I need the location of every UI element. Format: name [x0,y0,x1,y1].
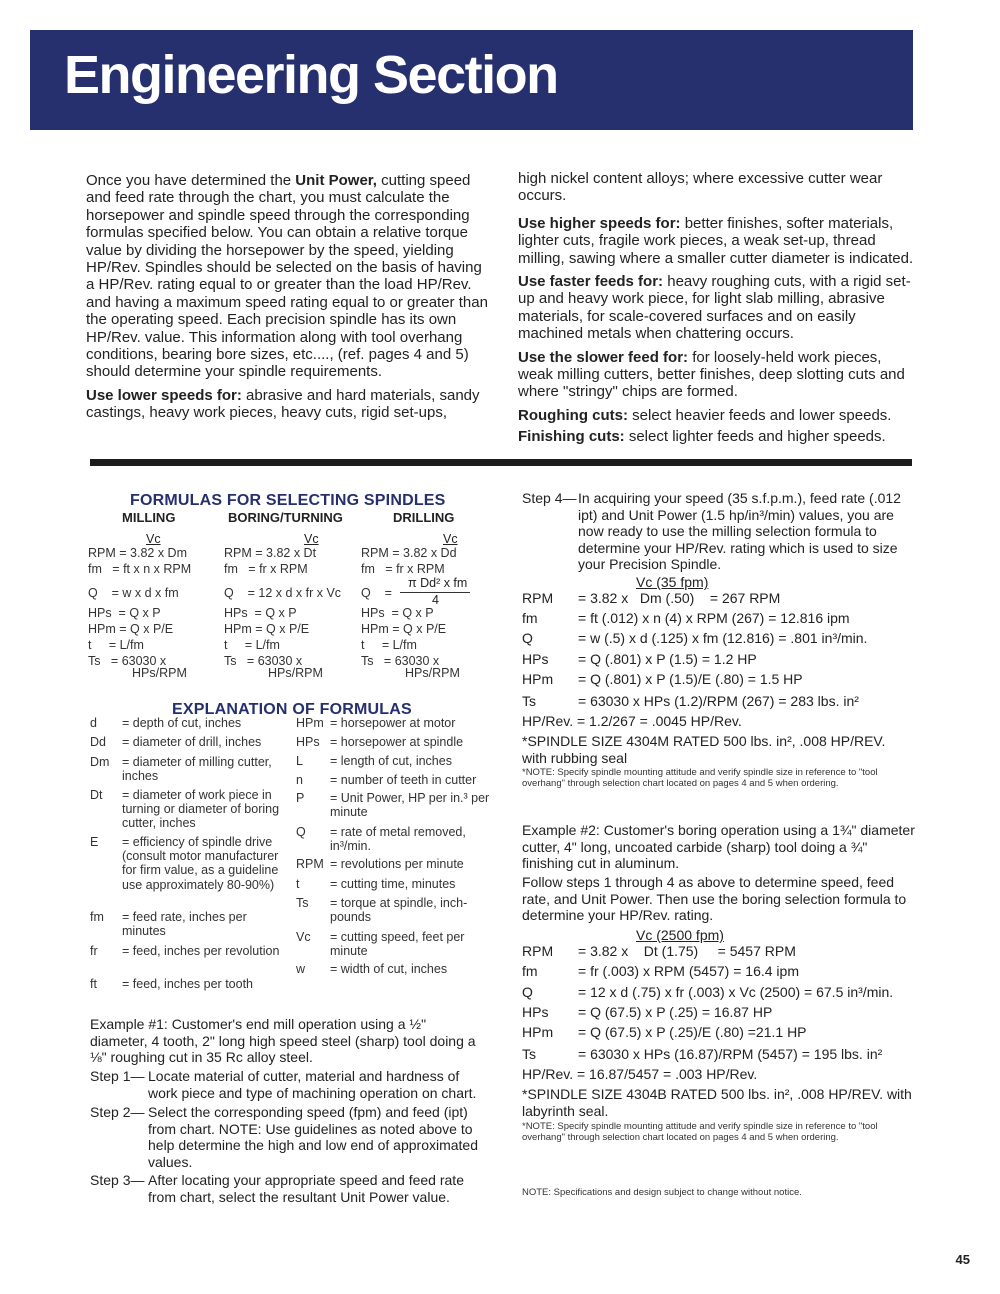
calc-symbol: HPs [522,651,549,667]
definition-symbol: P [296,791,305,805]
lower-speeds-paragraph: Use lower speeds for: abrasive and hard materials, sandy castings, heavy work pieces, heavy cuts, rigid set-ups, [86,386,480,422]
intro-right-column [518,170,918,452]
definition-text: = length of cut, inches [330,754,452,768]
drilling-header: DRILLING [393,510,455,525]
higher-speeds-paragraph: Use higher speeds for: better finishes, softer materials, lighter cuts, fragile work pieces, a weak set-up, thread milling, sawing where a smaller cutter diameter is indicated. [518,214,914,267]
boring-vc: Vc [304,532,319,546]
definition-symbol: Dd [90,735,106,749]
definition-text: = diameter of work piece in turning or diameter of boring cutter, inches [122,788,280,831]
definition-symbol: HPm [296,716,324,730]
calc-equation: = Q (67.5) x P (.25)/E (.80) =21.1 HP [578,1024,807,1040]
drilling-formula-line: Ts = 63030 x [361,654,440,668]
milling-formula-line: RPM = 3.82 x Dm [88,546,187,560]
boring-formula-line: Q = 12 x d x fr x Vc [224,586,342,600]
definition-symbol: w [296,962,306,976]
calc-equation: = 12 x d (.75) x fr (.003) x Vc (2500) = 67.5 in³/min. [578,984,894,1000]
step-label: Step 4— [522,490,577,506]
footer-note: NOTE: Specifications and design subject to change without notice. [522,1187,802,1198]
example1-intro: Example #1: Customer's end mill operation using a ½" diameter, 4 tooth, 2" long high speed steel (sharp) tool doing a ⅛" roughing cut in 35 Rc alloy steel. [90,1016,476,1065]
definition-text: = Unit Power, HP per in.³ per minute [330,791,490,820]
definition-symbol: fr [90,944,98,958]
drilling-formula-line: HPs/RPM [405,666,460,680]
definition-text: = rate of metal removed, in³/min. [330,825,466,854]
spindle-result: *SPINDLE SIZE 4304B RATED 500 lbs. in², .008 HP/REV. with labyrinth seal. [522,1086,912,1119]
definition-text: = diameter of milling cutter, inches [122,755,272,784]
definition-text: = cutting time, minutes [330,877,456,891]
definition-symbol: d [90,716,97,730]
definition-symbol: Q [296,825,306,839]
calc-symbol: HPs [522,1004,549,1020]
intro-paragraph: Once you have determined the Unit Power, cutting speed and feed rate through the chart, you must calculate the horsepower and spindle speed through the corresponding formulas specified below. You can obtain a relative torque value by dividing the horsepower by the speed, yielding HP/Rev. Spindles should be selected on the basis of having a HP/Rev. rating equal to or greater than the load HP/Rev. and having a maximum speed rating equal to or greater than the operating speed. Each precision spindle has its own HP/Rev. value. This information along with tool overhang conditions, bearing bore sizes, etc...., (ref. pages 4 and 5) should determine your spindle requirements. [86,172,488,381]
calc-equation: = w (.5) x d (.125) x fm (12.816) = .801 in³/min. [578,630,868,646]
roughing-paragraph: Roughing cuts: select heavier feeds and lower speeds. [518,406,892,424]
definition-symbol: Ts [296,896,309,910]
page-title: Engineering Section [64,45,558,105]
definition-symbol: HPs [296,735,320,749]
definition-text: = cutting speed, feet per minute [330,930,465,959]
definition-symbol: RPM [296,857,324,871]
definition-text: = feed, inches per tooth [122,977,253,991]
slower-feed-paragraph: Use the slower feed for: for loosely-held work pieces, weak milling cutters, better finishes, deep slotting cuts and where "stringy" chips are formed. [518,348,905,401]
calc-equation: = Q (.801) x P (1.5) = 1.2 HP [578,651,757,667]
nickel-paragraph: high nickel content alloys; where excessive cutter wear occurs. [518,170,883,205]
boring-formula-line: HPm = Q x P/E [224,622,310,636]
definition-text: = number of teeth in cutter [330,773,477,787]
finishing-paragraph: Finishing cuts: select lighter feeds and higher speeds. [518,428,886,446]
milling-header: MILLING [122,510,176,525]
definition-text: = depth of cut, inches [122,716,242,730]
ordering-note: *NOTE: Specify spindle mounting attitude and verify spindle size in reference to "tool overhang" through selection chart located on pages 4 and 5 when ordering. [522,767,878,789]
step-text: Locate material of cutter, material and hardness of work piece and type of machining operation on chart. [148,1068,477,1101]
definition-text: = horsepower at motor [330,716,456,730]
formulas-title: FORMULAS FOR SELECTING SPINDLES [130,492,446,509]
step-text: Select the corresponding speed (fpm) and feed (ipt) from chart. NOTE: Use guidelines as noted above to help determine the high and low end of approximated values. [148,1104,478,1170]
calc-symbol: RPM [522,943,554,959]
calc-symbol: Ts [522,693,536,709]
definition-text: = efficiency of spindle drive (consult motor manufacturer for firm value, as a guideline use approximately 80-90%) [122,835,279,892]
definition-symbol: fm [90,910,104,924]
definition-symbol: Vc [296,930,311,944]
boring-formula-line: HPs = Q x P [224,606,297,620]
boring-formula-line: Ts = 63030 x [224,654,303,668]
definition-text: = revolutions per minute [330,857,464,871]
boring-formula-line: RPM = 3.82 x Dt [224,546,317,560]
definition-text: = width of cut, inches [330,962,448,976]
drilling-vc: Vc [443,532,458,546]
step-label: Step 3— [90,1172,145,1188]
milling-formula-line: Ts = 63030 x [88,654,167,668]
explanation-title: EXPLANATION OF FORMULAS [172,701,412,718]
drilling-formula-line: fm = fr x RPM [361,562,445,576]
calc-equation: = fr (.003) x RPM (5457) = 16.4 ipm [578,963,799,979]
definition-symbol: n [296,773,303,787]
calc-equation: = ft (.012) x n (4) x RPM (267) = 12.816 ipm [578,610,850,626]
definition-symbol: Dm [90,755,110,769]
drilling-formula-line: Q = [361,586,392,600]
drill-q-numerator: π Dd² x fm [408,576,468,590]
drilling-formula-line: RPM = 3.82 x Dd [361,546,457,560]
hp-rev-result: HP/Rev. = 16.87/5457 = .003 HP/Rev. [522,1066,758,1082]
definition-text: = feed rate, inches per minutes [122,910,247,939]
definition-text: = feed, inches per revolution [122,944,280,958]
calc-symbol: RPM [522,590,554,606]
drilling-formula-line: t = L/fm [361,638,417,652]
definition-symbol: E [90,835,99,849]
hp-rev-result: HP/Rev. = 1.2/267 = .0045 HP/Rev. [522,713,742,729]
intro-left-column [86,172,488,428]
drilling-formula-line: HPs = Q x P [361,606,434,620]
boring-header: BORING/TURNING [228,510,343,525]
section-banner [30,30,913,130]
ordering-note: *NOTE: Specify spindle mounting attitude and verify spindle size in reference to "tool overhang" through selection chart located on pages 4 and 5 when ordering. [522,1121,878,1143]
vc-label: Vc (35 fpm) [636,574,709,590]
definition-symbol: t [296,877,300,891]
section-divider [90,459,912,466]
calc-equation: = 63030 x HPs (1.2)/RPM (267) = 283 lbs. in² [578,693,859,709]
step-text: After locating your appropriate speed and feed rate from chart, select the resultant Unit Power value. [148,1172,464,1205]
calc-equation: = Q (.801) x P (1.5)/E (.80) = 1.5 HP [578,671,803,687]
step-text: In acquiring your speed (35 s.f.p.m.), feed rate (.012 ipt) and Unit Power (1.5 hp/in³/min) values, you are now ready to use the milling selection formula to determine your HP/Rev. rating which is used to size your Precision Spindle. [578,490,901,572]
boring-formula-line: fm = fr x RPM [224,562,308,576]
boring-formula-line: HPs/RPM [268,666,323,680]
drill-q-denominator: 4 [432,593,439,607]
boring-formula-line: t = L/fm [224,638,280,652]
calc-symbol: fm [522,610,538,626]
faster-feeds-paragraph: Use faster feeds for: heavy roughing cuts, with a rigid set-up and heavy work piece, for light slab milling, abrasive materials, for scale-covered surfaces and on easily machined metals when chattering occurs. [518,273,911,343]
spindle-result: *SPINDLE SIZE 4304M RATED 500 lbs. in², .008 HP/REV. with rubbing seal [522,733,886,766]
calc-symbol: HPm [522,671,554,687]
definition-text: = torque at spindle, inch-pounds [330,896,468,925]
calc-equation: = 63030 x HPs (16.87)/RPM (5457) = 195 lbs. in² [578,1046,883,1062]
milling-formula-line: fm = ft x n x RPM [88,562,192,576]
calc-symbol: HPm [522,1024,554,1040]
calc-symbol: fm [522,963,538,979]
example2-intro: Example #2: Customer's boring operation using a 1¾" diameter cutter, 4" long, uncoated carbide (sharp) tool doing a ¾" finishing cut in aluminum. [522,822,915,871]
milling-vc: Vc [146,532,161,546]
milling-formula-line: HPs = Q x P [88,606,161,620]
definition-symbol: ft [90,977,97,991]
milling-formula-line: HPs/RPM [132,666,187,680]
definition-text: = horsepower at spindle [330,735,464,749]
step-label: Step 2— [90,1104,145,1120]
calc-symbol: Ts [522,1046,536,1062]
calc-equation: = Q (67.5) x P (.25) = 16.87 HP [578,1004,773,1020]
definition-symbol: L [296,754,303,768]
milling-formula-line: t = L/fm [88,638,144,652]
calc-symbol: Q [522,630,533,646]
definition-text: = diameter of drill, inches [122,735,262,749]
step-label: Step 1— [90,1068,145,1084]
milling-formula-line: HPm = Q x P/E [88,622,174,636]
calc-equation: = 3.82 x Dt (1.75) = 5457 RPM [578,943,796,959]
drilling-formula-line: HPm = Q x P/E [361,622,447,636]
calc-symbol: Q [522,984,533,1000]
definition-symbol: Dt [90,788,103,802]
example2-follow: Follow steps 1 through 4 as above to determine speed, feed rate, and Unit Power. Then use the boring selection formula to determine your HP/Rev. rating. [522,874,907,923]
milling-formula-line: Q = w x d x fm [88,586,179,600]
calc-equation: = 3.82 x Dm (.50) = 267 RPM [578,590,781,606]
vc-label: Vc (2500 fpm) [636,927,724,943]
page-number: 45 [955,1252,970,1267]
